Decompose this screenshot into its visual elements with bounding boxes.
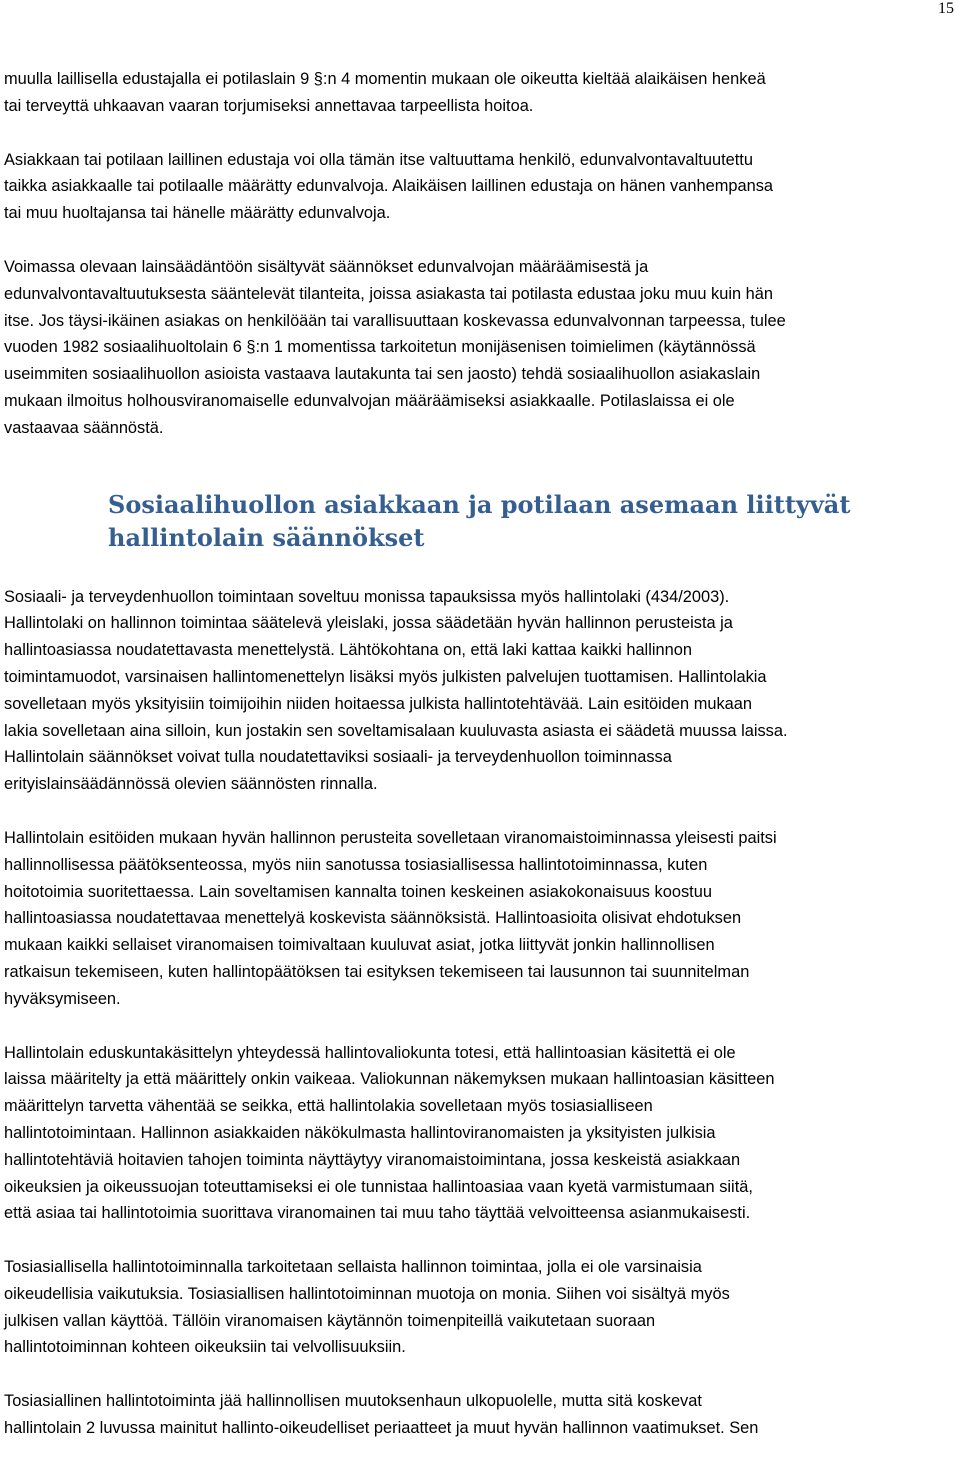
paragraph xyxy=(4,1388,952,1442)
text-line: määrittelyn tarvetta vähentää se seikka, että hallintolakia sovelletaan myös tosiasialliseen xyxy=(4,1097,653,1116)
section-heading xyxy=(108,488,952,554)
text-line: hallintotoiminnan kohteen oikeuksiin tai velvollisuuksiin. xyxy=(4,1338,406,1357)
text-line: Hallintolain eduskuntakäsittelyn yhteydessä hallintovaliokunta totesi, että hallintoasian käsitettä ei ole xyxy=(4,1043,736,1062)
text-line: laissa määritelty ja että määrittely onkin vaikeaa. Valiokunnan näkemyksen mukaan hallintoasian käsitteen xyxy=(4,1070,775,1089)
text-line: tai muu huoltajansa tai hänelle määrätty edunvalvoja. xyxy=(4,204,391,223)
text-line: itse. Jos täysi-ikäinen asiakas on henkilöään tai varallisuuttaan koskevassa edunvalvonnan tarpeessa, tulee xyxy=(4,311,786,330)
text-line: hallintoasiassa noudatettavaa menettelyä koskevista säännöksistä. Hallintoasioita olisivat ehdotuksen xyxy=(4,909,742,928)
text-line: sovelletaan myös yksityisiin toimijoihin niiden hoitaessa julkista hallintotehtävää. Lain esitöiden mukaan xyxy=(4,694,753,713)
text-line: hallintolain 2 luvussa mainitut hallinto-oikeudelliset periaatteet ja muut hyvän hallinnon vaatimukset. Sen xyxy=(4,1419,759,1438)
text-line: vuoden 1982 sosiaalihuoltolain 6 §:n 1 momentissa tarkoitetun monijäsenisen toimielimen (käytännössä xyxy=(4,338,756,357)
paragraph xyxy=(4,254,952,442)
text-line: Voimassa olevaan lainsäädäntöön sisältyvät säännökset edunvalvojan määräämisestä ja xyxy=(4,257,649,276)
text-line: edunvalvontavaltuutuksesta sääntelevät tilanteita, joissa asiakasta tai potilasta edustaa joku muu kuin hän xyxy=(4,284,774,303)
text-line: oikeuksien ja oikeussuojan toteuttamiseksi ei ole tunnistaa hallintoasiaa vaan kyetä varmistumaan siitä, xyxy=(4,1177,753,1196)
text-line: Hallintolaki on hallinnon toimintaa säätelevä yleislaki, jossa säädetään hyvän hallinnon perusteista ja xyxy=(4,614,733,633)
paragraph xyxy=(4,66,952,120)
document-body xyxy=(4,66,952,1469)
heading-line: hallintolain säännökset xyxy=(108,522,425,552)
text-line: hallintotoimintaan. Hallinnon asiakkaiden näkökulmasta hallintoviranomaisten ja yksityisten julkisia xyxy=(4,1123,716,1142)
text-line: Hallintolain esitöiden mukaan hyvän hallinnon perusteita sovelletaan viranomaistoiminnassa yleisesti paitsi xyxy=(4,828,777,847)
text-line: toimintamuodot, varsinaisen hallintomenettelyn lisäksi myös julkisten palvelujen tuottamisen. Hallintolakia xyxy=(4,667,767,686)
text-line: hoitotoimia suoritettaessa. Lain soveltamisen kannalta toinen keskeinen asiakokonaisuus koostuu xyxy=(4,882,712,901)
paragraph xyxy=(4,584,952,798)
text-line: että asiaa tai hallintotoimia suorittava viranomainen tai muu taho täyttää velvoitteensa asianmukaisesti. xyxy=(4,1204,751,1223)
text-line: Tosiasiallisella hallintotoiminnalla tarkoitetaan sellaista hallinnon toimintaa, jolla ei ole varsinaisia xyxy=(4,1258,702,1277)
text-line: Sosiaali- ja terveydenhuollon toimintaan soveltuu monissa tapauksissa myös hallintolaki (434/2003). xyxy=(4,587,730,606)
text-line: julkisen vallan käyttöä. Tällöin viranomaisen käytännön toimenpiteillä vaikutetaan suoraan xyxy=(4,1311,656,1330)
heading-line: Sosiaalihuollon asiakkaan ja potilaan asemaan liittyvät xyxy=(108,489,851,519)
text-line: hallintoasiassa noudatettavasta menettelystä. Lähtökohtana on, että laki kattaa kaikki hallinnon xyxy=(4,641,692,660)
paragraph xyxy=(4,1040,952,1228)
text-line: useimmiten sosiaalihuollon asioista vastaava lautakunta tai sen jaosto) tehdä sosiaalihuollon asiakaslain xyxy=(4,365,761,384)
text-line: tai terveyttä uhkaavan vaaran torjumiseksi annettavaa tarpeellista hoitoa. xyxy=(4,96,534,115)
text-line: Hallintolain säännökset voivat tulla noudatettaviksi sosiaali- ja terveydenhuollon toiminnassa xyxy=(4,748,672,767)
paragraph xyxy=(4,1254,952,1361)
text-line: lakia sovelletaan aina silloin, kun jostakin sen soveltamisalaan kuuluvasta asiasta ei säädetä muussa laissa. xyxy=(4,721,788,740)
text-line: hallintotehtäviä hoitavien tahojen toiminta näyttäytyy viranomaistoimintana, jossa keskeistä asiakkaan xyxy=(4,1150,741,1169)
text-line: mukaan kaikki sellaiset viranomaisen toimivaltaan kuuluvat asiat, jotka liittyvät jonkin hallinnollisen xyxy=(4,936,715,955)
text-line: hallinnollisessa päätöksenteossa, myös niin sanotussa tosiasiallisessa hallintotoiminnassa, kuten xyxy=(4,855,708,874)
text-line: mukaan ilmoitus holhousviranomaiselle edunvalvojan määräämiseksi asiakkaalle. Potilaslaissa ei ole xyxy=(4,391,735,410)
page-number: 15 xyxy=(938,0,954,17)
text-line: oikeudellisia vaikutuksia. Tosiasiallisen hallintotoiminnan muotoja on monia. Siihen voi sisältyä myös xyxy=(4,1284,730,1303)
paragraph xyxy=(4,147,952,227)
text-line: erityislainsäädännössä olevien säännösten rinnalla. xyxy=(4,775,378,794)
text-line: hyväksymiseen. xyxy=(4,989,121,1008)
text-line: muulla laillisella edustajalla ei potilaslain 9 §:n 4 momentin mukaan ole oikeutta kieltää alaikäisen henkeä xyxy=(4,70,766,88)
text-line: ratkaisun tekemiseen, kuten hallintopäätöksen tai esityksen tekemiseen tai lausunnon tai suunnitelman xyxy=(4,962,750,981)
text-line: Tosiasiallinen hallintotoiminta jää hallinnollisen muutoksenhaun ulkopuolelle, mutta sitä koskevat xyxy=(4,1392,702,1411)
text-line: vastaavaa säännöstä. xyxy=(4,418,164,437)
bottom-section xyxy=(4,584,952,1442)
text-line: Asiakkaan tai potilaan laillinen edustaja voi olla tämän itse valtuuttama henkilö, edunvalvontavaltuutettu xyxy=(4,150,753,169)
text-line: taikka asiakkaalle tai potilaalle määrätty edunvalvoja. Alaikäisen laillinen edustaja on hänen vanhempansa xyxy=(4,177,774,196)
paragraph xyxy=(4,825,952,1013)
top-section xyxy=(4,66,952,442)
